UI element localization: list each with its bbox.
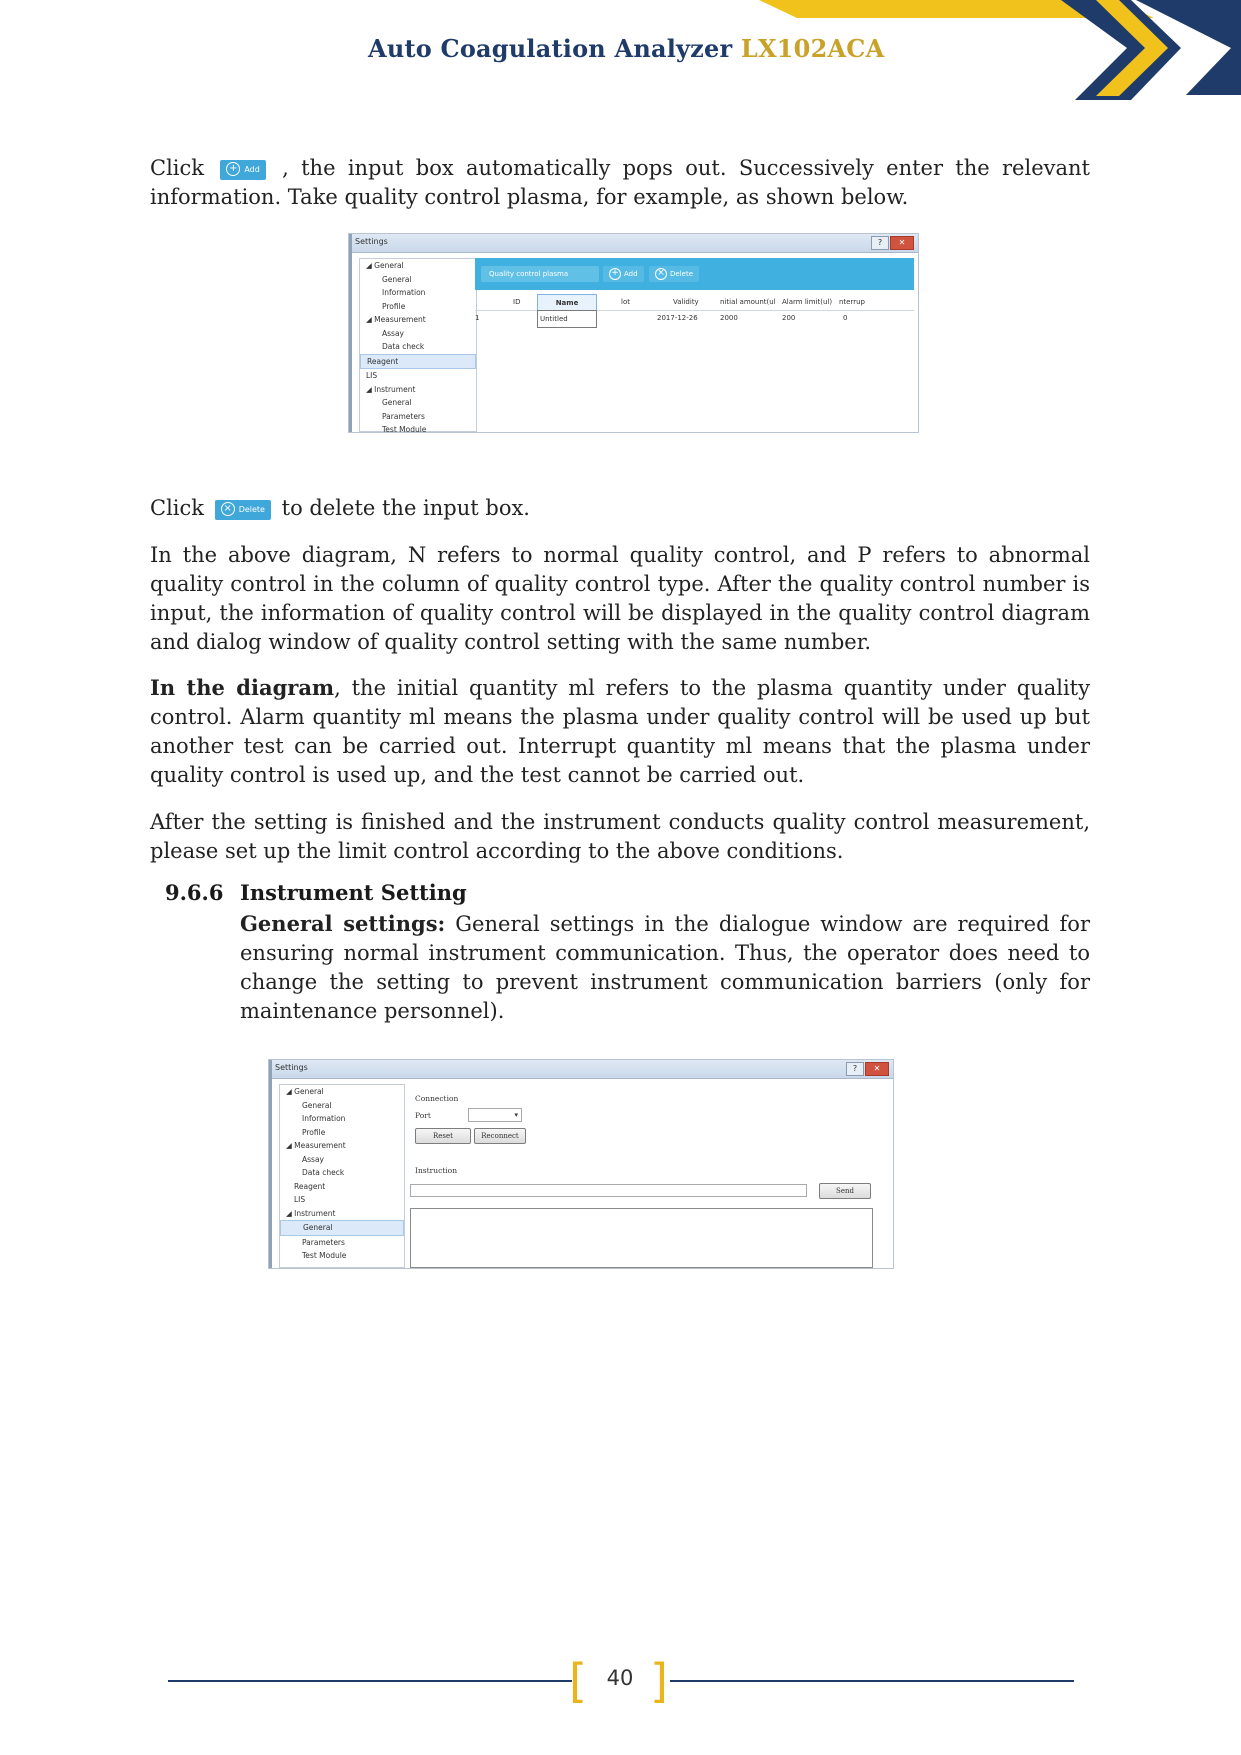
- close-icon: ✕: [865, 1062, 889, 1076]
- table-cell: 200: [782, 314, 796, 322]
- tree-item: Assay: [302, 1154, 324, 1164]
- tree-item: Reagent: [294, 1181, 326, 1191]
- window-titlebar: [269, 1060, 893, 1079]
- general-settings-panel: [409, 1084, 887, 1268]
- paragraph-limit-control: After the setting is finished and the instrument conducts quality control measurement, please set up the limit control according to the above conditions.: [150, 810, 1090, 863]
- add-instruction-text: , the input box automatically pops out. Successively enter the relevant information. Take quality control plasma, for example, as shown below.: [150, 156, 1090, 209]
- instruction-label: Instruction: [415, 1166, 458, 1175]
- toolbar-delete-button: × Delete: [649, 266, 699, 282]
- page-number: 40: [606, 1666, 634, 1690]
- plus-circle-icon: +: [609, 268, 621, 280]
- tree-item: ◢ Measurement: [366, 315, 426, 324]
- footer-bracket-right: ]: [650, 1654, 668, 1708]
- tree-item: Information: [302, 1114, 346, 1123]
- general-settings-bold: General settings:: [240, 911, 446, 936]
- column-header: Validity: [673, 298, 699, 306]
- header-title-text: Auto Coagulation Analyzer: [368, 34, 733, 63]
- table-cell: 0: [843, 314, 848, 322]
- footer-rule-right: [670, 1680, 1074, 1682]
- paragraph-general-settings: [240, 909, 1090, 1026]
- paragraph-delete-instruction: [150, 494, 1090, 523]
- footer-bracket-left: [: [569, 1654, 587, 1708]
- footer-rule-left: [168, 1680, 572, 1682]
- settings-tree: [279, 1084, 405, 1268]
- inline-delete-button: [215, 500, 271, 520]
- tree-item: ◢ Measurement: [286, 1141, 346, 1150]
- paragraph-qc-type: In the above diagram, N refers to normal quality control, and P refers to abnormal quality control in the column of quality control type. After the quality control number is input, the information of quality control will be displayed in the quality control diagram and dialog window of quality control setting with the same number.: [150, 543, 1090, 654]
- column-header: nitial amount(ul: [720, 298, 776, 306]
- tree-item-selected: General: [280, 1220, 404, 1236]
- screenshot-instrument-general-settings: [268, 1059, 894, 1269]
- tree-item: Data check: [302, 1168, 345, 1177]
- tree-item: Data check: [382, 342, 425, 351]
- click-text: Click: [150, 496, 204, 520]
- column-header: lot: [621, 298, 630, 306]
- paragraph-add-instruction: [150, 154, 1090, 212]
- window-controls: [845, 1062, 889, 1076]
- window-border: [269, 1060, 272, 1268]
- toolbar-add-button: + Add: [603, 266, 644, 282]
- tree-item: Information: [382, 288, 426, 297]
- window-controls: [870, 236, 914, 250]
- reagent-toolbar: [475, 258, 914, 290]
- diagram-quantities-text: , the initial quantity ml refers to the plasma quantity under quality control. Alarm quantity ml means the plasma under quality control will be used up but another test can be carried out. Interrupt quantity ml means that the plasma under quality control is used up, and the test cannot be carried out.: [150, 676, 1090, 787]
- help-icon: ?: [846, 1062, 864, 1076]
- header-chevron-decoration: [741, 0, 1241, 100]
- tree-item: Parameters: [382, 411, 425, 421]
- column-header: ID: [513, 298, 521, 306]
- section-heading: [165, 880, 467, 905]
- tree-item: Profile: [382, 301, 406, 311]
- table-row: [475, 310, 914, 326]
- general-settings-text: General settings in the dialogue window are required for ensuring normal instrument communication. Thus, the operator does need to change the setting to prevent instrument communication barriers (only for maintenance personnel).: [240, 912, 1090, 1023]
- window-title: Settings: [355, 237, 388, 246]
- window-border: [349, 234, 352, 432]
- tree-item: ◢ Instrument: [286, 1208, 336, 1218]
- port-select: [468, 1108, 522, 1122]
- diagram-bold-lead: In the diagram: [150, 675, 335, 700]
- tree-item: ◢ General: [366, 261, 404, 270]
- tree-item: LIS: [294, 1195, 306, 1204]
- x-circle-icon: ×: [655, 268, 667, 280]
- tree-item: Assay: [382, 328, 404, 338]
- section-number: 9.6.6: [165, 880, 224, 905]
- column-header: nterrup: [839, 298, 865, 306]
- tree-item: General: [382, 274, 412, 284]
- window-titlebar: [349, 234, 918, 253]
- table-header: [475, 294, 914, 311]
- table-cell: 2017-12-26: [657, 314, 698, 322]
- qc-plasma-combo: Quality control plasma: [481, 266, 599, 282]
- tree-item: General: [302, 1100, 332, 1110]
- instruction-input: [410, 1184, 807, 1197]
- tree-item: Profile: [302, 1127, 326, 1137]
- close-icon: ✕: [890, 236, 914, 250]
- help-icon: ?: [871, 236, 889, 250]
- section-title: Instrument Setting: [240, 880, 467, 905]
- tree-item: LIS: [366, 371, 378, 380]
- settings-tree: [359, 258, 477, 432]
- tree-item: General: [382, 398, 412, 407]
- tree-item: ◢ Instrument: [366, 384, 416, 394]
- tree-item: Test Module: [302, 1251, 347, 1260]
- x-circle-icon: ×: [221, 502, 235, 516]
- port-label: Port: [415, 1111, 431, 1120]
- click-text: Click: [150, 156, 204, 180]
- table-cell-editing: Untitled: [537, 310, 597, 328]
- table-cell: 2000: [720, 314, 738, 322]
- table-cell: 1: [475, 314, 480, 322]
- plus-circle-icon: +: [226, 162, 240, 176]
- send-button: Send: [819, 1183, 871, 1199]
- inline-delete-label: Delete: [238, 504, 265, 514]
- tree-item: Test Module: [382, 425, 427, 433]
- qc-table: [475, 294, 914, 432]
- inline-add-button: [220, 160, 266, 180]
- reconnect-button: Reconnect: [474, 1128, 526, 1144]
- screenshot-quality-control-settings: [348, 233, 919, 433]
- column-header: Name: [537, 294, 597, 312]
- tree-item: ◢ General: [286, 1087, 324, 1096]
- table-cell: [621, 310, 641, 326]
- window-title: Settings: [275, 1063, 308, 1072]
- inline-add-label: Add: [244, 164, 260, 174]
- column-header: Alarm limit(ul): [782, 298, 833, 306]
- paragraph-diagram-quantities: [150, 673, 1090, 790]
- response-textarea: [410, 1208, 873, 1268]
- delete-instruction-text: to delete the input box.: [281, 496, 530, 520]
- tree-item: Parameters: [302, 1237, 345, 1247]
- connection-label: Connection: [415, 1094, 459, 1103]
- chevron-down-icon: ▾: [514, 1111, 518, 1119]
- header-model: LX102ACA: [740, 34, 885, 63]
- tree-item-selected: Reagent: [360, 354, 476, 370]
- reset-button: Reset: [415, 1128, 471, 1144]
